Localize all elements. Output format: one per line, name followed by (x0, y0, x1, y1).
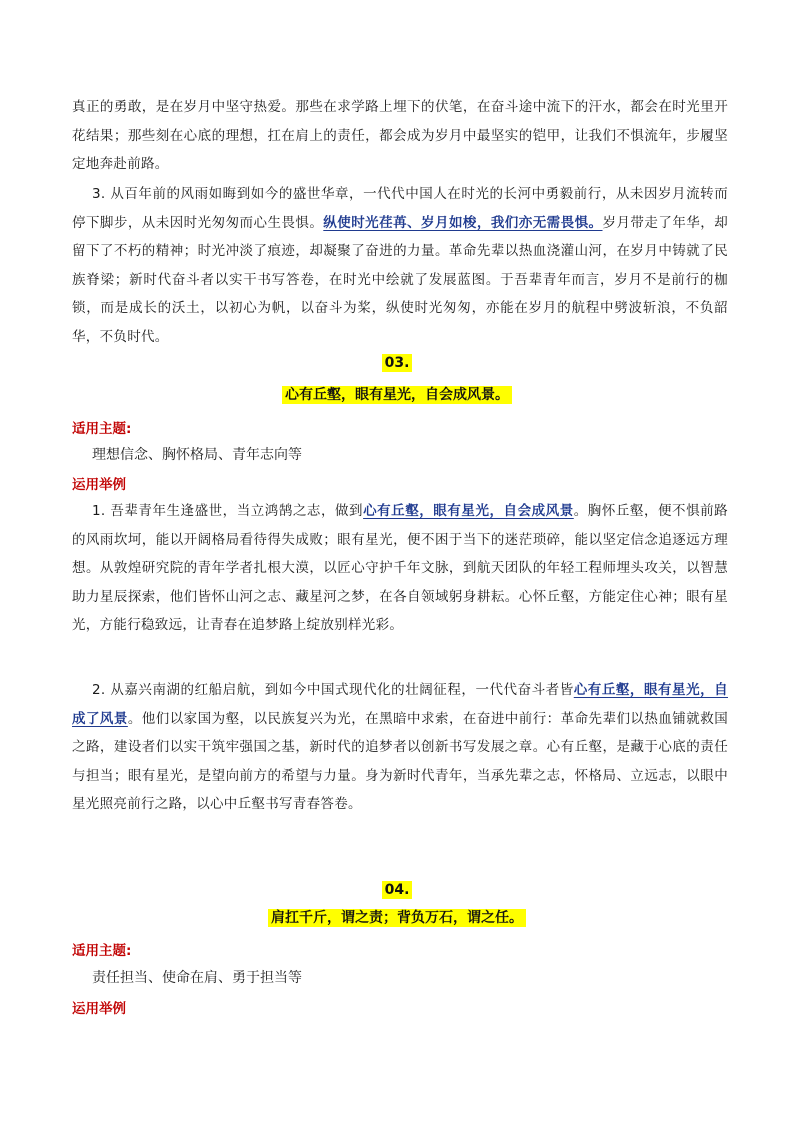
example-2-emphasis: 心有丘壑，眼有星光，自成了风景 (72, 682, 728, 727)
section-04-topic-label: 适用主题: (72, 943, 132, 959)
example-1-text-a: 1. 吾辈青年生逢盛世，当立鸿鹄之志，做到 (92, 503, 364, 519)
example-1-text-b: 。胸怀丘壑，便不惧前路的风雨坎坷，能以开阔格局看待得失成败；眼有星光，便不困于当下的迷茫琐碎，能以坚定信念追逐远方理想。从敦煌研究院的青年学者扎根大漠，以匠心守护千年文脉，到航天团队的年轻工程师埋头攻关，以智慧助力星辰探索，他们皆怀山河之志、藏星河之梦，在各自领域躬身耕耘。心怀丘壑，方能定住心神；眼有星光，方能行稳致远，让青春在追梦路上绽放别样光彩。 (72, 503, 728, 633)
section-03-example-1 (72, 497, 728, 640)
section-03-example-2 (72, 676, 728, 819)
example-1-emphasis: 心有丘壑，眼有星光，自会成风景 (363, 503, 574, 519)
section-03-topic-label: 适用主题: (72, 421, 132, 437)
section-03-quote: 心有丘壑，眼有星光，自会成风景。 (0, 384, 794, 404)
paragraph-3-text-a: 3. 从百年前的风雨如晦到如今的盛世华章，一代代中国人在时光的长河中勇毅前行，从未因岁月流转而停下脚步，从未因时光匆匆而心生畏惧。 (72, 186, 728, 231)
section-04-example-label: 运用举例 (72, 1001, 126, 1017)
section-04-number: 04. (0, 879, 794, 898)
section-04-topics: 责任担当、使命在肩、勇于担当等 (92, 970, 302, 986)
section-04-quote: 肩扛千斤，谓之责；背负万石，谓之任。 (0, 907, 794, 927)
section-03-number: 03. (0, 352, 794, 371)
paragraph-3-emphasis: 纵使时光荏苒、岁月如梭，我们亦无需畏惧。 (323, 214, 603, 231)
example-2-text-b: 。他们以家国为壑，以民族复兴为光，在黑暗中求索，在奋进中前行：革命先辈们以热血铺就救国之路，建设者们以实干筑牢强国之基，新时代的追梦者以创新书写发展之章。心有丘壑，是藏于心底的责任与担当；眼有星光，是望向前方的希望与力量。身为新时代青年，当承先辈之志，怀格局、立远志，以眼中星光照亮前行之路，以心中丘壑书写青春答卷。 (72, 710, 728, 812)
example-2-text-a: 2. 从嘉兴南湖的红船启航，到如今中国式现代化的壮阔征程，一代代奋斗者皆 (92, 682, 574, 698)
paragraph-3-text-b: 岁月带走了年华，却留下了不朽的精神；时光冲淡了痕迹，却凝聚了奋进的力量。革命先辈以热血浇灌山河，在岁月中铸就了民族脊梁；新时代奋斗者以实干书写答卷，在时光中绘就了发展蓝图。于吾辈青年而言，岁月不是前行的枷锁，而是成长的沃土，以初心为帆，以奋斗为桨，纵使时光匆匆，亦能在岁月的航程中劈波斩浪，不负韶华，不负时代。 (72, 214, 729, 345)
paragraph-3 (72, 180, 728, 351)
paragraph-2-continuation: 真正的勇敢，是在岁月中坚守热爱。那些在求学路上埋下的伏笔，在奋斗途中流下的汗水，都会在时光里开花结果；那些刻在心底的理想，扛在肩上的责任，都会成为岁月中最坚实的铠甲，让我们不惧流年，步履坚定地奔赴前路。 (72, 99, 728, 172)
section-03-topics: 理想信念、胸怀格局、青年志向等 (92, 447, 302, 463)
section-03-example-label: 运用举例 (72, 477, 126, 493)
